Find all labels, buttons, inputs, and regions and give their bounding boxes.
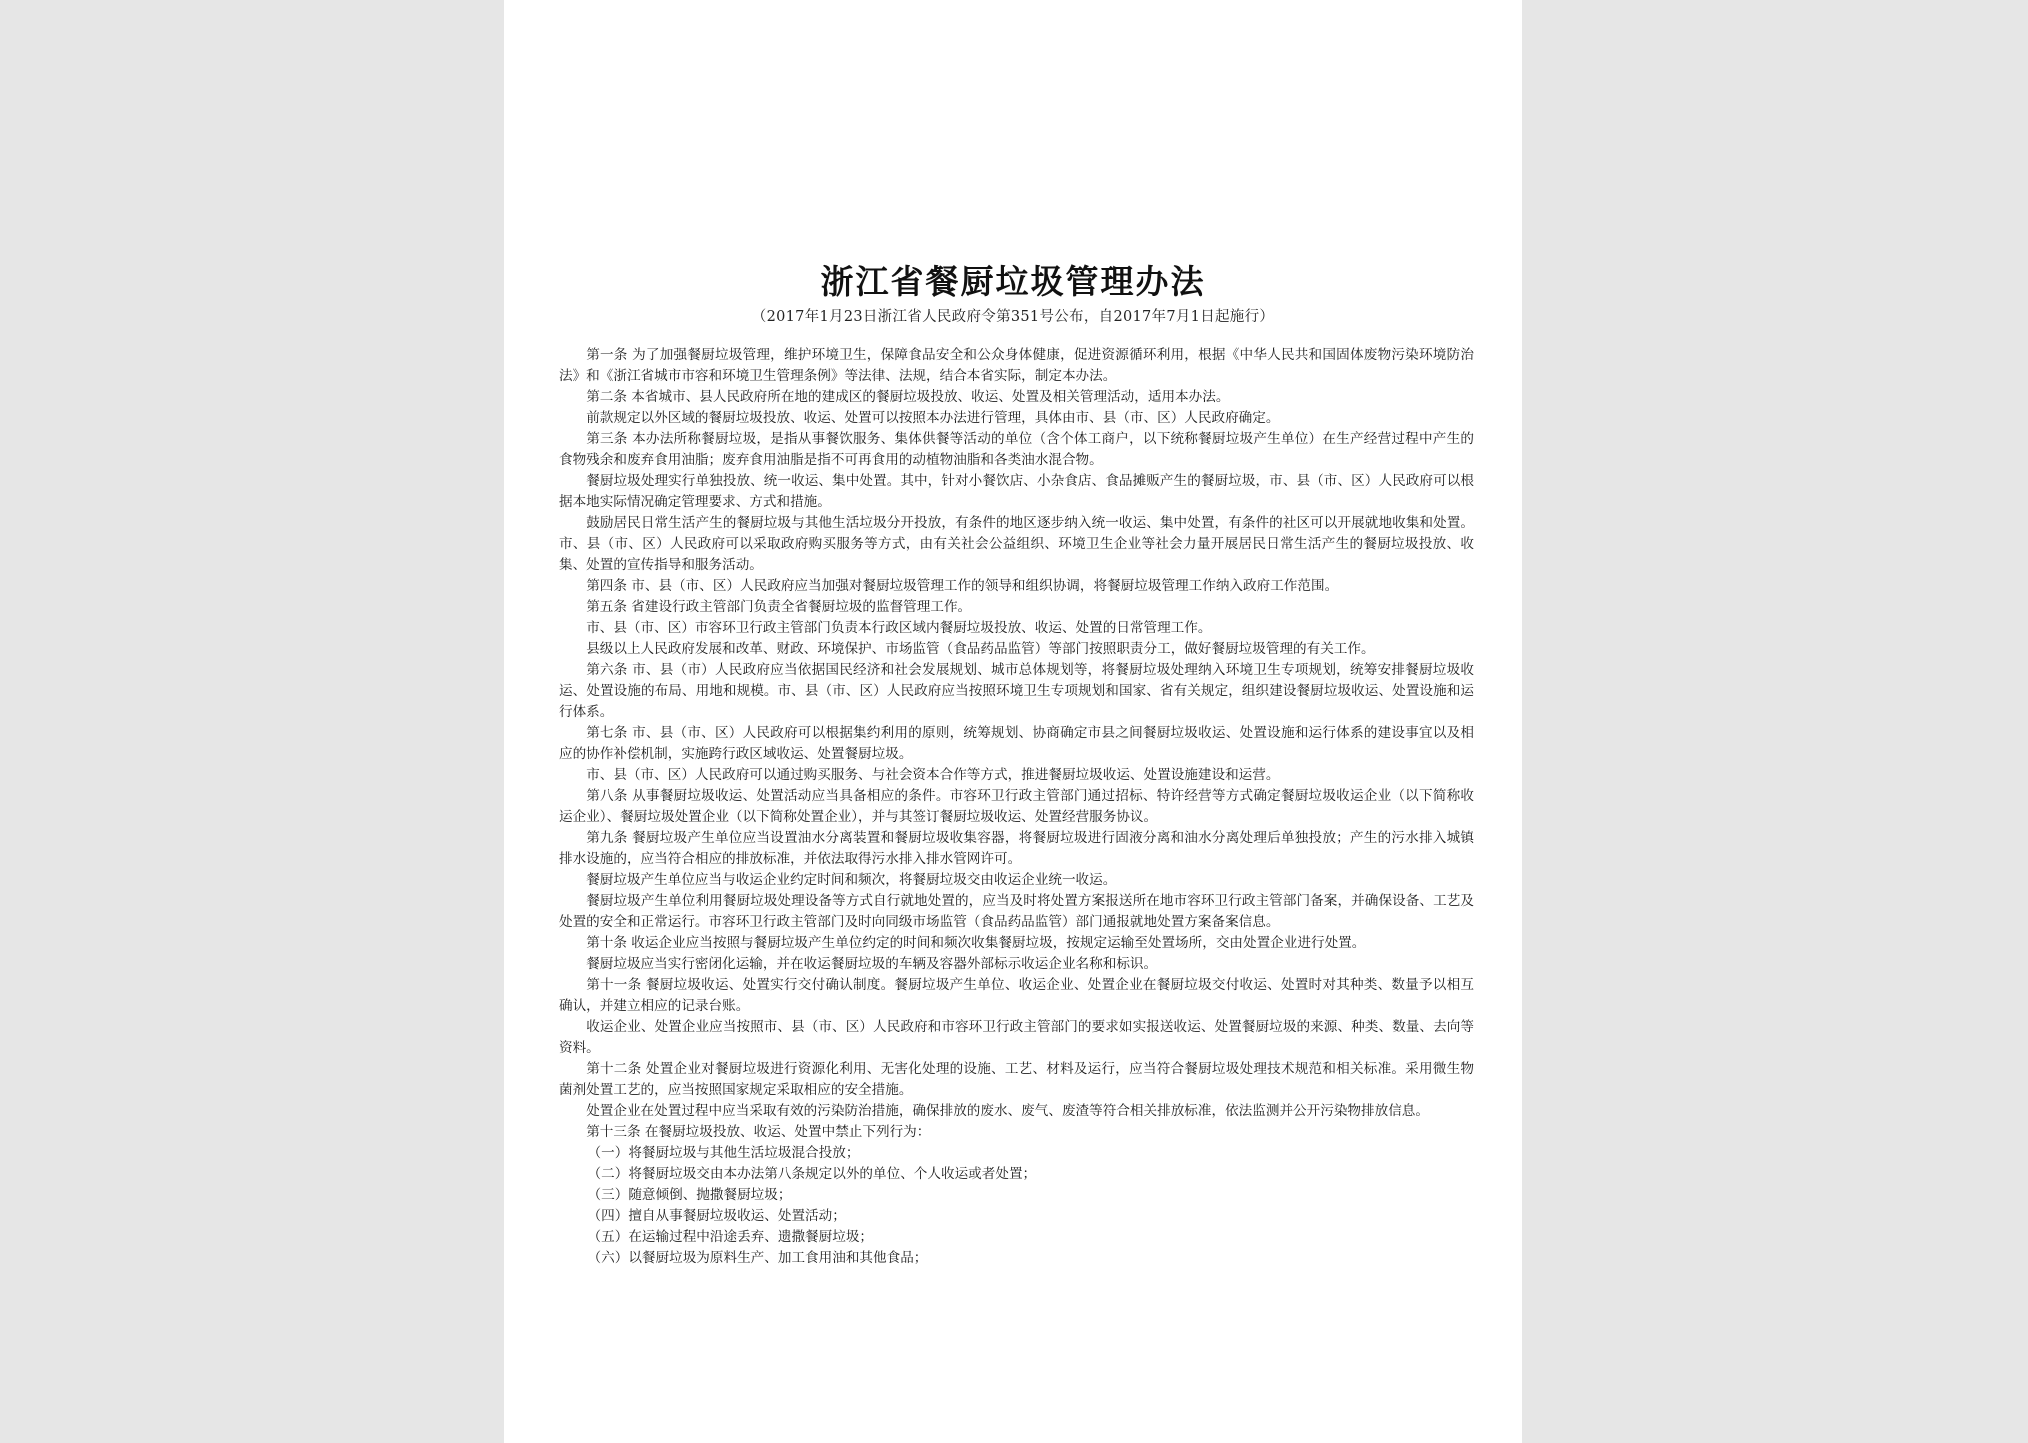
paragraph: 第五条 省建设行政主管部门负责全省餐厨垃圾的监督管理工作。	[586, 599, 972, 615]
paragraph: 第十条 收运企业应当按照与餐厨垃圾产生单位约定的时间和频次收集餐厨垃圾，按规定运输至处置场所，交由处置企业进行处置。	[586, 935, 1366, 951]
list-item: （六）以餐厨垃圾为原料生产、加工食用油和其他食品；	[587, 1250, 928, 1266]
list-item: （四）擅自从事餐厨垃圾收运、处置活动；	[587, 1208, 846, 1224]
paragraph: 餐厨垃圾产生单位应当与收运企业约定时间和频次，将餐厨垃圾交由收运企业统一收运。	[586, 872, 1117, 888]
document-title: 浙江省餐厨垃圾管理办法	[820, 262, 1206, 301]
document-subtitle: （2017年1月23日浙江省人民政府令第351号公布，自2017年7月1日起施行）	[751, 309, 1275, 325]
paragraph: 第六条 市、县（市）人民政府应当依据国民经济和社会发展规划、城市总体规划等，将餐厨垃圾处理纳入环境卫生专项规划，统筹安排餐厨垃圾收运、处置设施的布局、用地和规模。市、县（市、区）人民政府应当按照环境卫生专项规划和国家、省有关规定，组织建设餐厨垃圾收运、处置设施和运行体系。	[559, 662, 1474, 720]
paragraph: 第八条 从事餐厨垃圾收运、处置活动应当具备相应的条件。市容环卫行政主管部门通过招标、特许经营等方式确定餐厨垃圾收运企业（以下简称收运企业）、餐厨垃圾处置企业（以下简称处置企业），并与其签订餐厨垃圾收运、处置经营服务协议。	[559, 788, 1474, 825]
paragraph: 收运企业、处置企业应当按照市、县（市、区）人民政府和市容环卫行政主管部门的要求如实报送收运、处置餐厨垃圾的来源、种类、数量、去向等资料。	[559, 1019, 1474, 1056]
list-item: （五）在运输过程中沿途丢弃、遗撒餐厨垃圾；	[587, 1229, 874, 1245]
paragraph: 市、县（市、区）市容环卫行政主管部门负责本行政区域内餐厨垃圾投放、收运、处置的日常管理工作。	[586, 620, 1212, 636]
paragraph: 第三条 本办法所称餐厨垃圾，是指从事餐饮服务、集体供餐等活动的单位（含个体工商户，以下统称餐厨垃圾产生单位）在生产经营过程中产生的食物残余和废弃食用油脂；废弃食用油脂是指不可再食用的动植物油脂和各类油水混合物。	[559, 431, 1474, 468]
list-item: （三）随意倾倒、抛撒餐厨垃圾；	[587, 1187, 792, 1203]
paragraph: 第二条 本省城市、县人民政府所在地的建成区的餐厨垃圾投放、收运、处置及相关管理活动，适用本办法。	[586, 389, 1230, 405]
paragraph: 第四条 市、县（市、区）人民政府应当加强对餐厨垃圾管理工作的领导和组织协调，将餐厨垃圾管理工作纳入政府工作范围。	[586, 578, 1339, 594]
list-item: （二）将餐厨垃圾交由本办法第八条规定以外的单位、个人收运或者处置；	[587, 1166, 1037, 1182]
paragraph: 餐厨垃圾应当实行密闭化运输，并在收运餐厨垃圾的车辆及容器外部标示收运企业名称和标识。	[586, 956, 1158, 972]
paragraph: 第九条 餐厨垃圾产生单位应当设置油水分离装置和餐厨垃圾收集容器，将餐厨垃圾进行固液分离和油水分离处理后单独投放；产生的污水排入城镇排水设施的，应当符合相应的排放标准，并依法取得污水排入排水管网许可。	[559, 830, 1474, 867]
paragraph: 鼓励居民日常生活产生的餐厨垃圾与其他生活垃圾分开投放，有条件的地区逐步纳入统一收运、集中处置，有条件的社区可以开展就地收集和处置。市、县（市、区）人民政府可以采取政府购买服务等方式，由有关社会公益组织、环境卫生企业等社会力量开展居民日常生活产生的餐厨垃圾投放、收集、处置的宣传指导和服务活动。	[559, 515, 1474, 573]
paragraph: 第十一条 餐厨垃圾收运、处置实行交付确认制度。餐厨垃圾产生单位、收运企业、处置企业在餐厨垃圾交付收运、处置时对其种类、数量予以相互确认，并建立相应的记录台账。	[559, 977, 1474, 1014]
paragraph: 第七条 市、县（市、区）人民政府可以根据集约利用的原则，统筹规划、协商确定市县之间餐厨垃圾收运、处置设施和运行体系的建设事宜以及相应的协作补偿机制，实施跨行政区域收运、处置餐厨垃圾。	[559, 725, 1474, 762]
paragraph: 第十三条 在餐厨垃圾投放、收运、处置中禁止下列行为：	[586, 1124, 931, 1140]
paragraph: 县级以上人民政府发展和改革、财政、环境保护、市场监管（食品药品监管）等部门按照职责分工，做好餐厨垃圾管理的有关工作。	[586, 641, 1375, 657]
document-body	[559, 345, 1474, 1269]
paragraph: 餐厨垃圾处理实行单独投放、统一收运、集中处置。其中，针对小餐饮店、小杂食店、食品摊贩产生的餐厨垃圾，市、县（市、区）人民政府可以根据本地实际情况确定管理要求、方式和措施。	[559, 473, 1474, 510]
paragraph: 市、县（市、区）人民政府可以通过购买服务、与社会资本合作等方式，推进餐厨垃圾收运、处置设施建设和运营。	[586, 767, 1280, 783]
paragraph: 处置企业在处置过程中应当采取有效的污染防治措施，确保排放的废水、废气、废渣等符合相关排放标准，依法监测并公开污染物排放信息。	[586, 1103, 1429, 1119]
paragraph: 前款规定以外区域的餐厨垃圾投放、收运、处置可以按照本办法进行管理，具体由市、县（市、区）人民政府确定。	[586, 410, 1280, 426]
paragraph: 第十二条 处置企业对餐厨垃圾进行资源化利用、无害化处理的设施、工艺、材料及运行，应当符合餐厨垃圾处理技术规范和相关标准。采用微生物菌剂处置工艺的，应当按照国家规定采取相应的安全措施。	[559, 1061, 1474, 1098]
document-page	[504, 0, 1522, 1443]
list-item: （一）将餐厨垃圾与其他生活垃圾混合投放；	[587, 1145, 860, 1161]
paragraph: 第一条 为了加强餐厨垃圾管理，维护环境卫生，保障食品安全和公众身体健康，促进资源循环利用，根据《中华人民共和国固体废物污染环境防治法》和《浙江省城市市容和环境卫生管理条例》等法律、法规，结合本省实际，制定本办法。	[559, 347, 1474, 384]
paragraph: 餐厨垃圾产生单位利用餐厨垃圾处理设备等方式自行就地处置的，应当及时将处置方案报送所在地市容环卫行政主管部门备案，并确保设备、工艺及处置的安全和正常运行。市容环卫行政主管部门及时向同级市场监管（食品药品监管）部门通报就地处置方案备案信息。	[559, 893, 1474, 930]
